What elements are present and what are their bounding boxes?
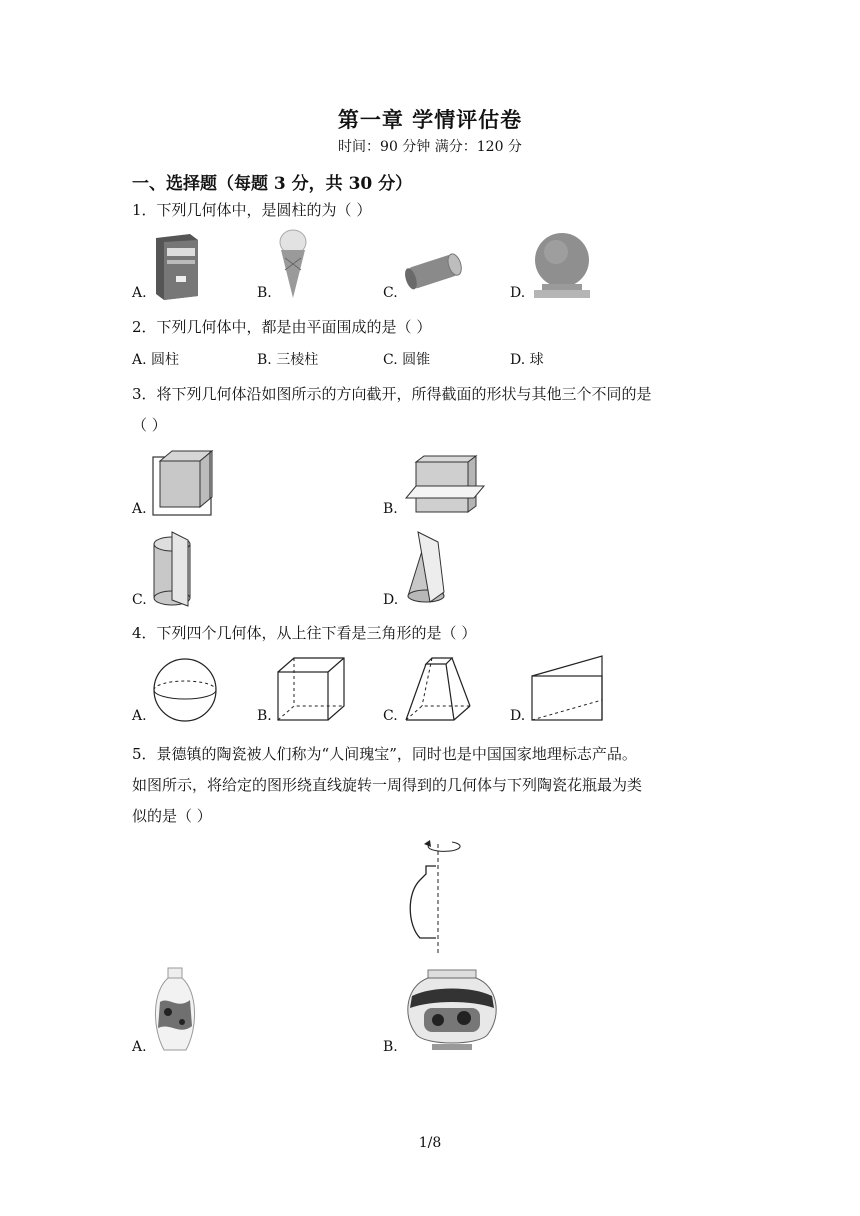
frustum-figure [404, 656, 476, 724]
question-5-text: 5．景德镇的陶瓷被人们称为“人间瑰宝”，同时也是中国国家地理标志产品。 [132, 745, 637, 763]
sphere-figure [150, 656, 220, 724]
cylinder-roll-image [404, 252, 466, 292]
tall-vase-image [150, 966, 200, 1052]
q1-option-b: B. [257, 285, 272, 301]
q5-option-b: B. [383, 1039, 398, 1055]
q2-option-a: A. 圆柱 [132, 352, 180, 368]
question-3-text-cont: （ ） [132, 416, 167, 434]
q3-option-a: A. [132, 501, 147, 517]
section-heading: 一、选择题（每题 3 分，共 30 分） [132, 174, 413, 194]
q2-option-c: C. 圆锥 [383, 352, 431, 368]
q4-option-b: B. [257, 708, 272, 724]
ice-cream-cone-image [276, 228, 310, 300]
triangular-prism-figure [530, 654, 604, 724]
page-title: 第一章 学情评估卷 [337, 107, 523, 132]
q4-option-d: D. [510, 708, 526, 724]
q4-option-a: A. [132, 708, 147, 724]
q3-option-c: C. [132, 592, 147, 608]
stone-ball-image [530, 230, 594, 300]
page-number: 1/8 [418, 1135, 442, 1151]
question-5-text-cont2: 似的是（ ） [132, 807, 212, 825]
exam-info: 时间：90 分钟 满分：120 分 [338, 139, 522, 155]
q4-option-c: C. [383, 708, 398, 724]
q1-option-d: D. [510, 285, 526, 301]
question-1-text: 1．下列几何体中，是圆柱的为（ ） [132, 201, 372, 219]
rotation-profile-figure [400, 834, 470, 960]
q2-option-d: D. 球 [510, 352, 544, 368]
q3-option-d: D. [383, 592, 399, 608]
cube-vertical-cut-figure [150, 447, 220, 519]
wide-jar-image [402, 968, 502, 1052]
cone-cut-figure [404, 530, 454, 608]
q2-option-b: B. 三棱柱 [257, 352, 319, 368]
q3-option-b: B. [383, 501, 398, 517]
cylinder-cut-figure [150, 530, 200, 608]
dictionary-book-image [150, 232, 202, 300]
question-5-text-cont: 如图所示，将给定的图形绕直线旋转一周得到的几何体与下列陶瓷花瓶最为类 [132, 776, 643, 794]
question-2-text: 2．下列几何体中，都是由平面围成的是（ ） [132, 318, 432, 336]
q1-option-a: A. [132, 285, 147, 301]
q1-option-c: C. [383, 285, 398, 301]
question-4-text: 4．下列四个几何体，从上往下看是三角形的是（ ） [132, 624, 477, 642]
cuboid-horizontal-cut-figure [404, 452, 486, 514]
q5-option-a: A. [132, 1039, 147, 1055]
question-3-text: 3．将下列几何体沿如图所示的方向截开，所得截面的形状与其他三个不同的是 [132, 385, 652, 403]
cube-figure [276, 654, 346, 724]
